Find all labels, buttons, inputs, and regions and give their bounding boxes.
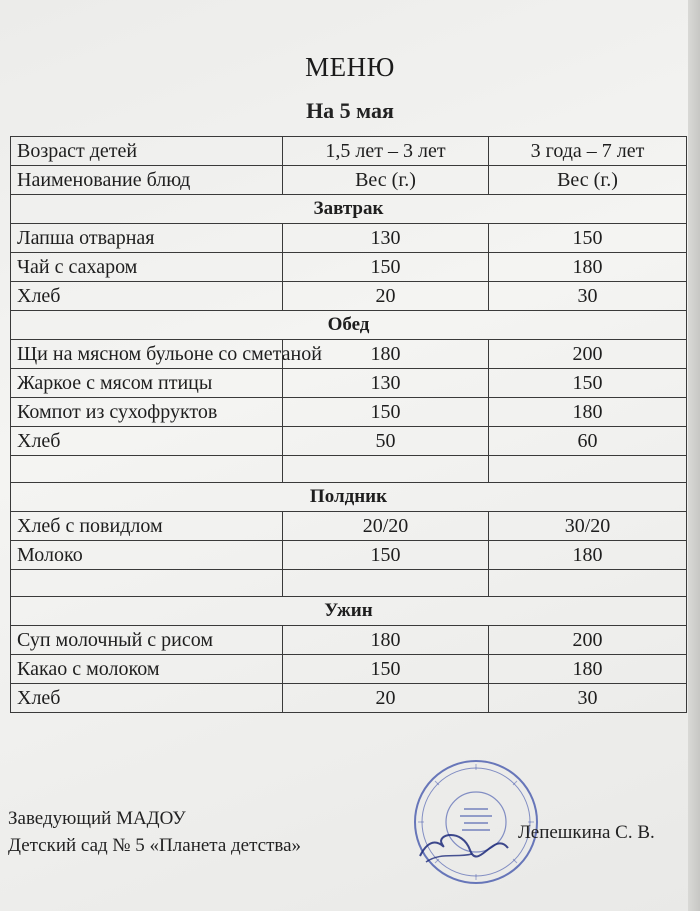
signer-position-line1: Заведующий МАДОУ [8,808,186,829]
section-row-snack [11,483,687,512]
table-row [11,398,687,427]
header-age-big: 3 года – 7 лет [489,137,687,166]
weight-big: 180 [489,398,687,427]
dish-name: Хлеб [11,427,283,456]
empty-cell [489,456,687,483]
header-age-label: Возраст детей [11,137,283,166]
table-row [11,541,687,570]
weight-small: 150 [283,541,489,570]
subheader-dish-label: Наименование блюд [11,166,283,195]
table-row [11,512,687,541]
weight-big: 30 [489,282,687,311]
signer-name: Лепешкина С. В. [518,822,655,843]
dish-name: Щи на мясном бульоне со сметаной [11,340,283,369]
dish-name: Хлеб с повидлом [11,512,283,541]
dish-name: Хлеб [11,684,283,713]
weight-small: 130 [283,369,489,398]
weight-big: 180 [489,541,687,570]
page-title: МЕНЮ [305,52,395,82]
table-row [11,224,687,253]
section-title-breakfast: Завтрак [11,195,687,224]
menu-table [10,136,687,713]
table-subheader-row [11,166,687,195]
section-row-breakfast [11,195,687,224]
weight-big: 180 [489,253,687,282]
empty-cell [11,456,283,483]
weight-big: 180 [489,655,687,684]
weight-big: 30/20 [489,512,687,541]
dish-name: Суп молочный с рисом [11,626,283,655]
section-title-dinner: Ужин [11,597,687,626]
table-header-row [11,137,687,166]
table-row [11,253,687,282]
section-row-lunch [11,311,687,340]
weight-big: 200 [489,340,687,369]
weight-small: 20/20 [283,512,489,541]
dish-name: Лапша отварная [11,224,283,253]
section-title-snack: Полдник [11,483,687,512]
weight-big: 150 [489,369,687,398]
weight-small: 180 [283,340,489,369]
weight-big: 150 [489,224,687,253]
dish-name: Молоко [11,541,283,570]
table-row [11,684,687,713]
section-row-dinner [11,597,687,626]
weight-small: 180 [283,626,489,655]
weight-small: 150 [283,655,489,684]
table-row [11,626,687,655]
table-row [11,282,687,311]
table-row [11,369,687,398]
weight-small: 50 [283,427,489,456]
weight-small: 20 [283,282,489,311]
dish-name: Жаркое с мясом птицы [11,369,283,398]
dish-name: Чай с сахаром [11,253,283,282]
signer-position-line2: Детский сад № 5 «Планета детства» [8,835,302,856]
header-age-small: 1,5 лет – 3 лет [283,137,489,166]
table-row [11,427,687,456]
dish-name: Компот из сухофруктов [11,398,283,427]
menu-date: На 5 мая [306,98,394,123]
empty-row [11,570,687,597]
dish-name: Хлеб [11,282,283,311]
subheader-weight-big: Вес (г.) [489,166,687,195]
empty-cell [489,570,687,597]
weight-small: 150 [283,398,489,427]
empty-row [11,456,687,483]
table-row [11,340,687,369]
weight-big: 60 [489,427,687,456]
dish-name: Какао с молоком [11,655,283,684]
weight-small: 20 [283,684,489,713]
empty-cell [11,570,283,597]
subheader-weight-small: Вес (г.) [283,166,489,195]
page-edge-shadow [688,0,700,911]
empty-cell [283,456,489,483]
weight-big: 30 [489,684,687,713]
section-title-lunch: Обед [11,311,687,340]
empty-cell [283,570,489,597]
weight-big: 200 [489,626,687,655]
table-row [11,655,687,684]
weight-small: 150 [283,253,489,282]
weight-small: 130 [283,224,489,253]
